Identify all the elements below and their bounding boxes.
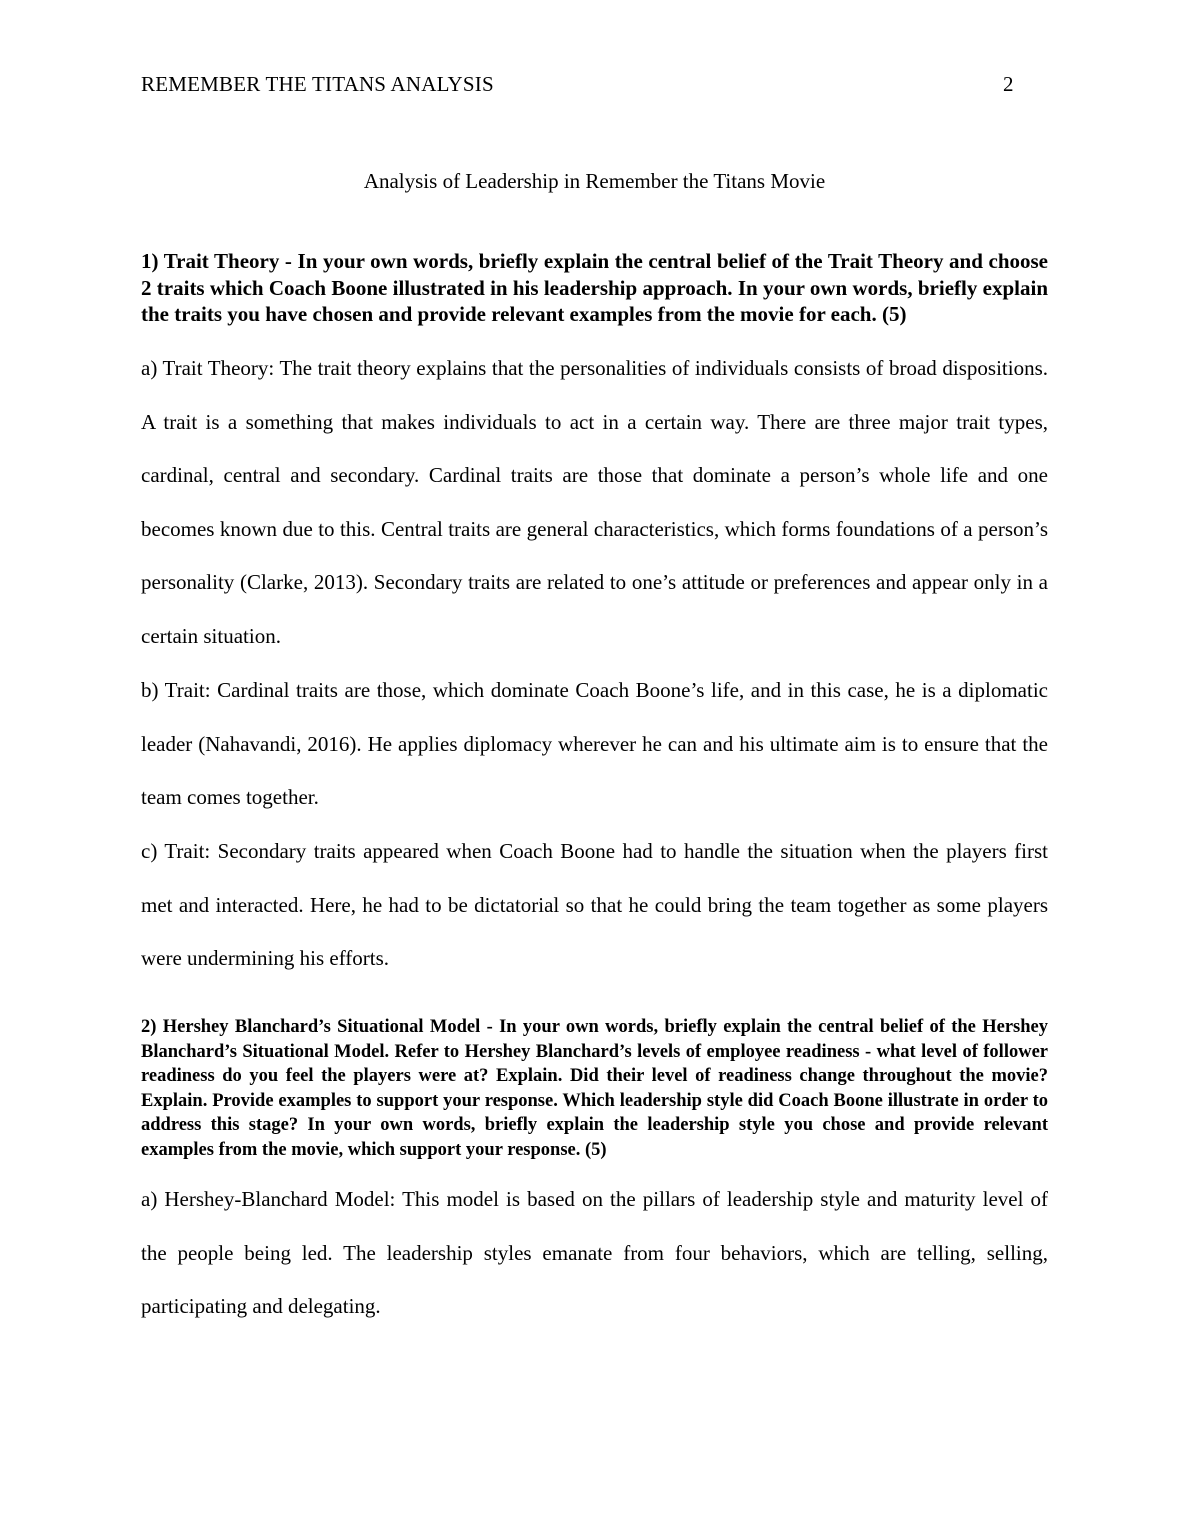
running-head: REMEMBER THE TITANS ANALYSIS [141, 72, 494, 96]
answer-1a: a) Trait Theory: The trait theory explains that the personalities of individuals consists of broad dispositions. A trait is a something that makes individuals to act in a certain way. There are three major trait types, cardinal, central and secondary. Cardinal traits are those that dominate a person’s whole life and one becomes known due to this. Central traits are general characteristics, which forms foundations of a person’s personality (Clarke, 2013). Secondary traits are related to one’s attitude or preferences and appear only in a certain situation. [141, 356, 1048, 648]
document-title: Analysis of Leadership in Remember the Titans Movie [363, 169, 826, 193]
answer-1b: b) Trait: Cardinal traits are those, which dominate Coach Boone’s life, and in this case, he is a diplomatic leader (Nahavandi, 2016). He applies diplomacy wherever he can and his ultimate aim is to ensure that the team comes together. [141, 678, 1048, 810]
answer-1c: c) Trait: Secondary traits appeared when Coach Boone had to handle the situation when the players first met and interacted. Here, he had to be dictatorial so that he could bring the team together as some players were undermining his efforts. [141, 839, 1048, 971]
answer-2a: a) Hershey-Blanchard Model: This model is based on the pillars of leadership style and maturity level of the people being led. The leadership styles emanate from four behaviors, which are telling, selling, participating and delegating. [141, 1187, 1048, 1319]
question-1: 1) Trait Theory - In your own words, briefly explain the central belief of the Trait Theory and choose 2 traits which Coach Boone illustrated in his leadership approach. In your own words, briefly explain the traits you have chosen and provide relevant examples from the movie for each. (5) [141, 249, 1048, 326]
page-number: 2 [1003, 72, 1014, 96]
question-2: 2) Hershey Blanchard’s Situational Model - In your own words, briefly explain the central belief of the Hershey Blanchard’s Situational Model. Refer to Hershey Blanchard’s levels of employee readiness - what level of follower readiness do you feel the players were at? Explain. Did their level of readiness change throughout the movie? Explain. Provide examples to support your response. Which leadership style did Coach Boone illustrate in order to address this stage? In your own words, briefly explain the leadership style you chose and provide relevant examples from the movie, which support your response. (5) [141, 1017, 1048, 1160]
